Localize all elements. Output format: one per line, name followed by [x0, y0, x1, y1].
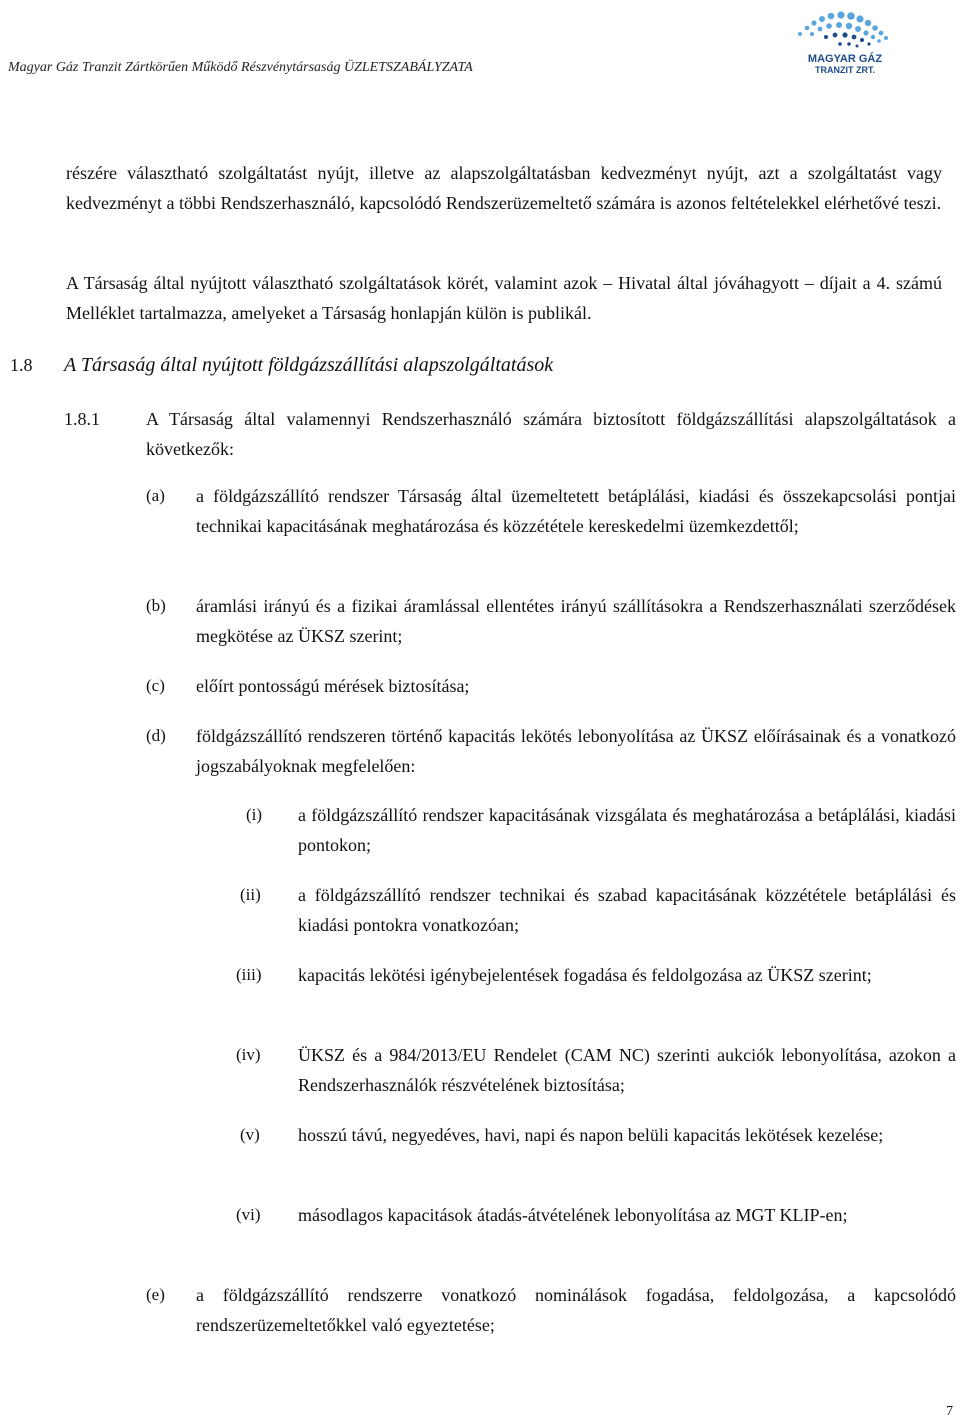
page-number: 7 — [946, 1404, 953, 1419]
section-number: 1.8 — [10, 355, 33, 375]
sub-list-item-text: hosszú távú, negyedéves, havi, napi és napon belüli kapacitás lekötések kezelése; — [298, 1125, 884, 1145]
sub-list-item-text: másodlagos kapacitások átadás-átvételének lebonyolítása az MGT KLIP-en; — [298, 1205, 848, 1225]
sub-list-item-text: a földgázszállító rendszer technikai és szabad kapacitásának közzététele betáplálási és kiadási pontokra vonatkozóan; — [298, 885, 956, 935]
list-item-label: (c) — [146, 676, 165, 695]
company-logo — [790, 4, 910, 84]
sub-list-item-text: a földgázszállító rendszer kapacitásának vizsgálata és meghatározása a betáplálási, kiadási pontokon; — [298, 805, 956, 855]
sub-list-item-label: (iii) — [236, 965, 262, 984]
section-heading: A Társaság által nyújtott földgázszállítási alapszolgáltatások — [64, 354, 554, 376]
logo-line-1: MAGYAR GÁZ — [807, 53, 883, 65]
logo-line-2: TRANZIT ZRT. — [815, 65, 875, 75]
sub-list-item-text: kapacitás lekötési igénybejelentések fogadása és feldolgozása az ÜKSZ szerint; — [298, 965, 872, 985]
document-title: Magyar Gáz Tranzit Zártkörűen Működő Részvénytársaság ÜZLETSZABÁLYZATA — [8, 60, 473, 75]
paragraph-continuation: részére választható szolgáltatást nyújt, illetve az alapszolgáltatásban kedvezményt nyújt, azt a szolgáltatást vagy kedvezményt a többi Rendszerhasználó, kapcsolódó Rendszerüzemeltető számára is azonos feltételekkel elérhetővé teszi. — [66, 163, 942, 213]
list-item-text: a földgázszállító rendszerre vonatkozó nominálások fogadása, feldolgozása, a kapcsolódó rendszerüzemeltetőkkel való egyeztetése; — [196, 1285, 956, 1335]
sub-list-item-label: (vi) — [236, 1205, 261, 1224]
sub-list-item-label: (iv) — [236, 1045, 261, 1064]
subsection-intro: A Társaság által valamennyi Rendszerhasználó számára biztosított földgázszállítási alapszolgáltatások a következők: — [146, 409, 956, 459]
list-item-text: előírt pontosságú mérések biztosítása; — [196, 676, 470, 696]
list-item-label: (d) — [146, 726, 166, 745]
logo-wordmark — [790, 54, 900, 76]
list-item-text: áramlási irányú és a fizikai áramlással ellentétes irányú szállításokra a Rendszerhasználati szerződések megkötése az ÜKSZ szerint; — [196, 596, 956, 646]
subsection-number: 1.8.1 — [64, 409, 100, 429]
sub-list-item-label: (v) — [240, 1125, 260, 1144]
list-item-text: a földgázszállító rendszer Társaság által üzemeltetett betáplálási, kiadási és összekapcsolási pontjai technikai kapacitásának meghatározása és közzététele kereskedelmi üzemkezdettől; — [196, 486, 956, 536]
sub-list-item-text: ÜKSZ és a 984/2013/EU Rendelet (CAM NC) szerinti aukciók lebonyolítása, azokon a Rendszerhasználók részvételének biztosítása; — [298, 1045, 956, 1095]
sub-list-item-label: (i) — [246, 805, 263, 824]
list-item-label: (e) — [146, 1285, 165, 1304]
list-item-label: (b) — [146, 596, 166, 615]
list-item-text: földgázszállító rendszeren történő kapacitás lekötés lebonyolítása az ÜKSZ előírásainak és a vonatkozó jogszabályoknak megfelelően: — [196, 726, 956, 776]
paragraph-optional-services: A Társaság által nyújtott választható szolgáltatások körét, valamint azok – Hivatal által jóváhagyott – díjait a 4. számú Melléklet tartalmazza, amelyeket a Társaság honlapján külön is publikál. — [66, 273, 942, 323]
list-item-label: (a) — [146, 486, 165, 505]
sub-list-item-label: (ii) — [240, 885, 261, 904]
